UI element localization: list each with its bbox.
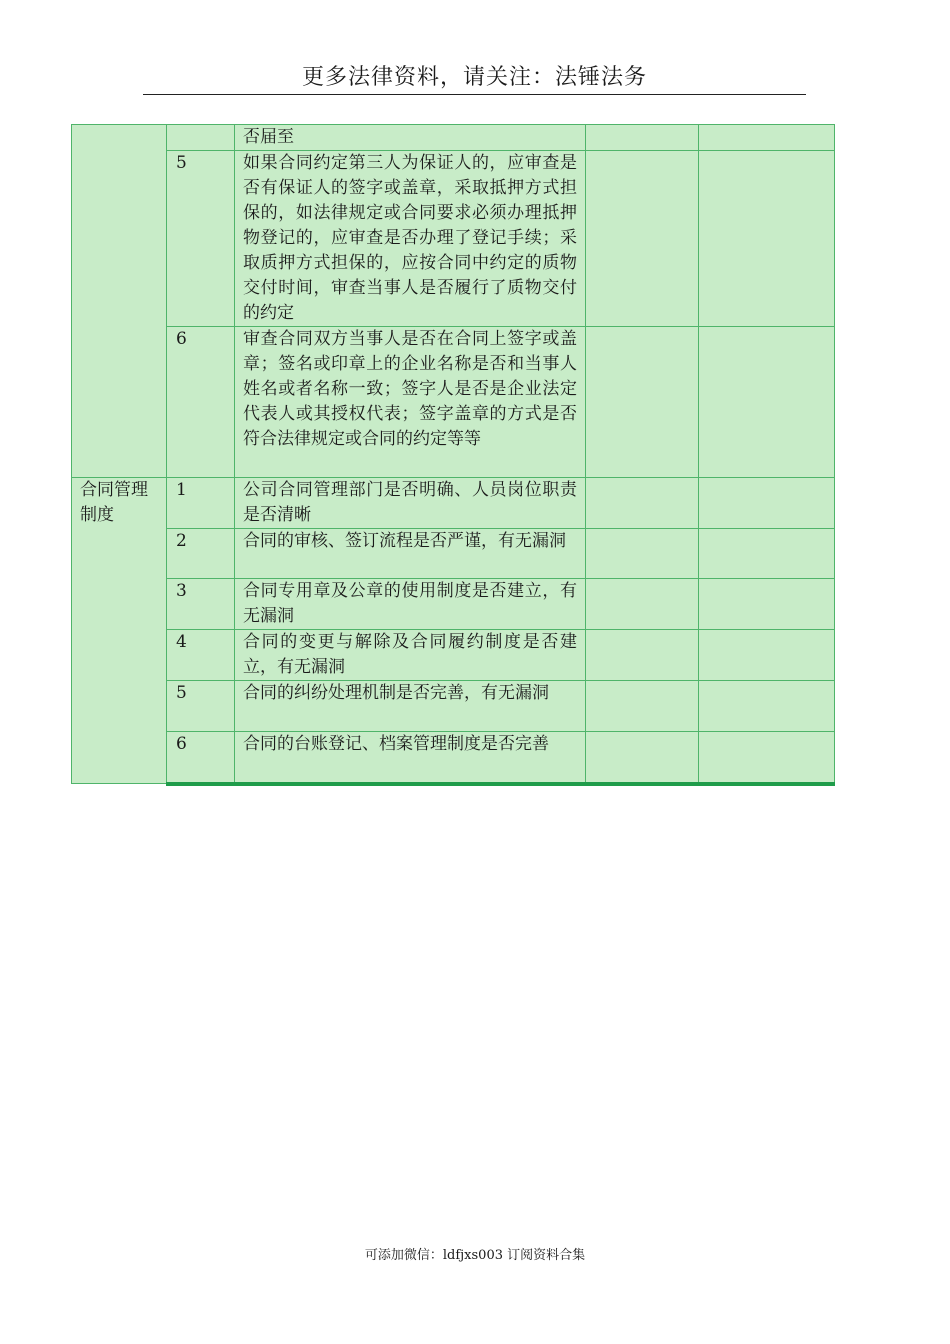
remark-cell xyxy=(699,529,835,579)
remark-cell xyxy=(699,125,835,151)
table-row xyxy=(72,681,835,732)
result-cell xyxy=(586,579,699,630)
table-row xyxy=(72,327,835,478)
item-number: 2 xyxy=(167,529,235,579)
table-row xyxy=(72,478,835,529)
table-row xyxy=(72,732,835,784)
item-number: 5 xyxy=(167,151,235,327)
result-cell xyxy=(586,125,699,151)
remark-cell xyxy=(699,630,835,681)
result-cell xyxy=(586,732,699,784)
item-number xyxy=(167,125,235,151)
category-cell: 合同管理制度 xyxy=(72,478,167,784)
item-text: 如果合同约定第三人为保证人的，应审查是否有保证人的签字或盖章，采取抵押方式担保的，如法律规定或合同要求必须办理抵押物登记的，应审查是否办理了登记手续；采取质押方式担保的，应按合同中约定的质物交付时间，审查当事人是否履行了质物交付的约定 xyxy=(235,151,586,327)
item-text: 公司合同管理部门是否明确、人员岗位职责是否清晰 xyxy=(235,478,586,529)
remark-cell xyxy=(699,732,835,784)
remark-cell xyxy=(699,151,835,327)
category-cell-continued xyxy=(72,125,167,478)
item-text: 合同的台账登记、档案管理制度是否完善 xyxy=(235,732,586,784)
item-number: 4 xyxy=(167,630,235,681)
result-cell xyxy=(586,478,699,529)
item-text: 否届至 xyxy=(235,125,586,151)
remark-cell xyxy=(699,579,835,630)
remark-cell xyxy=(699,478,835,529)
page-footer: 可添加微信：ldfjxs003 订阅资料合集 xyxy=(364,1248,586,1263)
remark-cell xyxy=(699,327,835,478)
checklist-table xyxy=(71,124,835,786)
item-number: 6 xyxy=(167,732,235,784)
table-row xyxy=(72,125,835,151)
item-text: 合同专用章及公章的使用制度是否建立，有无漏洞 xyxy=(235,579,586,630)
result-cell xyxy=(586,151,699,327)
result-cell xyxy=(586,630,699,681)
table-row xyxy=(72,151,835,327)
result-cell xyxy=(586,327,699,478)
item-number: 6 xyxy=(167,327,235,478)
result-cell xyxy=(586,681,699,732)
item-number: 5 xyxy=(167,681,235,732)
item-text: 合同的审核、签订流程是否严谨，有无漏洞 xyxy=(235,529,586,579)
table-row xyxy=(72,529,835,579)
item-number: 1 xyxy=(167,478,235,529)
table-row xyxy=(72,630,835,681)
item-text: 合同的纠纷处理机制是否完善，有无漏洞 xyxy=(235,681,586,732)
item-text: 合同的变更与解除及合同履约制度是否建立，有无漏洞 xyxy=(235,630,586,681)
remark-cell xyxy=(699,681,835,732)
item-number: 3 xyxy=(167,579,235,630)
item-text: 审查合同双方当事人是否在合同上签字或盖章；签名或印章上的企业名称是否和当事人姓名或者名称一致；签字人是否是企业法定代表人或其授权代表；签字盖章的方式是否符合法律规定或合同的约定等等 xyxy=(235,327,586,478)
result-cell xyxy=(586,529,699,579)
table-row xyxy=(72,579,835,630)
page-header: 更多法律资料，请关注：法锤法务 xyxy=(143,62,806,95)
